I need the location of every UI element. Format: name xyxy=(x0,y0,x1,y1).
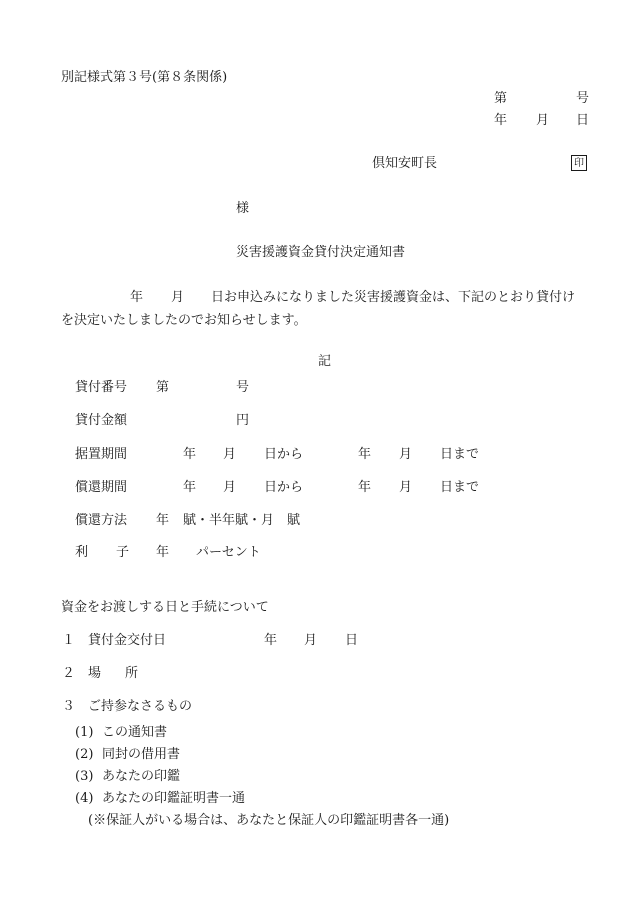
number-dai: 第 xyxy=(494,91,508,106)
guarantor-note: (※保証人がいる場合は、あなたと保証人の印鑑証明書各一通) xyxy=(88,813,450,828)
grace-from-month: 月 xyxy=(223,447,237,462)
belonging-text: この通知書 xyxy=(102,725,168,740)
repayment-method-year: 年 xyxy=(156,513,170,528)
belonging-text: あなたの印鑑証明書一通 xyxy=(102,791,246,806)
belonging-number: (2) xyxy=(75,747,94,762)
item2-number: ２ xyxy=(62,666,76,681)
belonging-number: (4) xyxy=(75,791,94,806)
issuer-name: 倶知安町長 xyxy=(372,156,438,171)
item1-year: 年 xyxy=(264,633,278,648)
belonging-text: 同封の借用書 xyxy=(102,747,181,762)
repayment-method-text: 賦・半年賦・月 賦 xyxy=(183,513,301,528)
repayment-to-month: 月 xyxy=(399,480,413,495)
body-year: 年 xyxy=(130,290,144,305)
body-day-text: 日お申込みになりました災害援護資金は、下記のとおり貸付け xyxy=(211,290,576,305)
ki-mark: 記 xyxy=(318,354,332,369)
item3-label: ご持参なさるもの xyxy=(88,699,193,714)
grace-to-day: 日まで xyxy=(440,447,480,462)
loan-number-label: 貸付番号 xyxy=(75,380,128,395)
date-month: 月 xyxy=(536,113,550,128)
interest-percent: パーセント xyxy=(196,545,261,560)
repayment-method-label: 償還方法 xyxy=(75,513,128,528)
item3-number: ３ xyxy=(62,699,76,714)
grace-to-month: 月 xyxy=(399,447,413,462)
repayment-from-year: 年 xyxy=(183,480,197,495)
repayment-from-month: 月 xyxy=(223,480,237,495)
form-label: 別記様式第３号(第８条関係) xyxy=(61,70,228,85)
loan-number-go: 号 xyxy=(236,380,250,395)
belonging-number: (3) xyxy=(75,769,94,784)
item2-label-2: 所 xyxy=(125,666,139,681)
interest-year: 年 xyxy=(156,545,170,560)
grace-to-year: 年 xyxy=(358,447,372,462)
seal-mark xyxy=(571,155,587,171)
loan-number-dai: 第 xyxy=(156,380,170,395)
belonging-number: (1) xyxy=(75,725,94,740)
item2-label-1: 場 xyxy=(88,666,102,681)
repayment-to-day: 日まで xyxy=(440,480,480,495)
loan-amount-label: 貸付金額 xyxy=(75,413,128,428)
document-title: 災害援護資金貸付決定通知書 xyxy=(236,245,406,260)
date-year: 年 xyxy=(494,113,508,128)
interest-label-1: 利 xyxy=(75,545,89,560)
seal-text: 印 xyxy=(574,158,584,169)
interest-label-2: 子 xyxy=(116,545,130,560)
repayment-period-label: 償還期間 xyxy=(75,480,128,495)
item1-month: 月 xyxy=(304,633,318,648)
date-day: 日 xyxy=(576,113,590,128)
belonging-text: あなたの印鑑 xyxy=(102,769,181,784)
item1-label: 貸付金交付日 xyxy=(88,633,167,648)
body-month: 月 xyxy=(171,290,185,305)
grace-from-year: 年 xyxy=(183,447,197,462)
body-line2: を決定いたしましたのでお知らせします。 xyxy=(61,313,307,328)
number-go: 号 xyxy=(576,91,590,106)
grace-period-label: 据置期間 xyxy=(75,447,128,462)
item1-number: １ xyxy=(62,633,76,648)
grace-from-day: 日から xyxy=(264,447,304,462)
item1-day: 日 xyxy=(345,633,359,648)
addressee-suffix: 様 xyxy=(236,201,250,216)
repayment-to-year: 年 xyxy=(358,480,372,495)
procedure-heading: 資金をお渡しする日と手続について xyxy=(61,600,269,615)
loan-amount-unit: 円 xyxy=(236,413,250,428)
repayment-from-day: 日から xyxy=(264,480,304,495)
